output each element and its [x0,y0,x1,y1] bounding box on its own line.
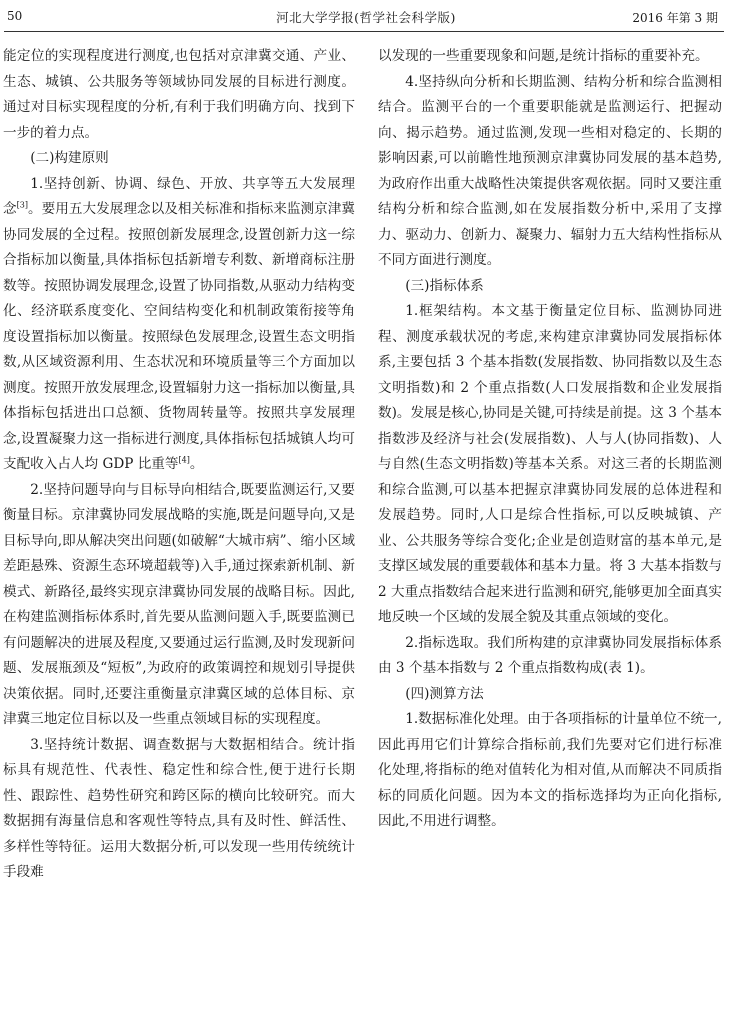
paragraph-indicator-selection: 2.指标选取。我们所构建的京津冀协同发展指标体系由 3 个基本指数与 2 个重点指数构成(表 1)。 [378,634,722,676]
left-column [3,44,355,886]
section-heading-principles: (二)构建原则 [30,150,109,166]
paragraph-framework: 1.框架结构。本文基于衡量定位目标、监测协同进程、测度承载状况的考虑,来构建京津冀协同发展指标体系,主要包括 3 个基本指数(发展指数、协同指数以及生态文明指数)和 2 个重点指数(人口发展指数和企业发展指数)。发展是核心,协同是关键,可持续是前提。这 3 个基本指数涉及经济与社会(发展指数)、人与人(协同指数)、人与自然(生态文明指数)等基本关系。对这三者的长期监测和综合监测,可以基本把握京津冀协同发展的总体进程和发展趋势。同时,人口是综合性指标,可以反映城镇、产业、公共服务等综合变化;企业是创造财富的基本单元,是支撑区域发展的重要载体和基本力量。将 3 大基本指数与 2 大重点指数结合起来进行监测和研究,能够更加全面真实地反映一个区域的发展全貌及其重点领域的变化。 [378,303,722,625]
paragraph-standardization: 1.数据标准化处理。由于各项指标的计量单位不统一,因此再用它们计算综合指标前,我们先要对它们进行标准化处理,将指标的绝对值转化为相对值,从而解决不同质指标的同质化问题。因为本文的指标选择均为正向化指标,因此,不用进行调整。 [378,711,722,829]
paragraph-continued: 以发现的一些重要现象和问题,是统计指标的重要补充。 [378,48,709,64]
section-heading-method: (四)测算方法 [405,685,484,702]
running-header [0,0,732,30]
section-heading-index-system: (三)指标体系 [405,277,484,294]
citation-ref[interactable]: [4] [178,455,190,465]
citation-ref[interactable]: [3] [16,200,28,210]
header-rule [4,31,724,32]
issue-label: 2016 年第 3 期 [632,11,718,25]
paragraph-continued: 能定位的实现程度进行测度,也包括对京津冀交通、产业、生态、城镇、公共服务等领域协同发展的目标进行测度。通过对目标实现程度的分析,有利于我们明确方向、找到下一步的着力点。 [3,48,355,141]
right-column [378,44,722,835]
paragraph-principle-3: 3.坚持统计数据、调查数据与大数据相结合。统计指标具有规范性、代表性、稳定性和综合性,便于进行长期性、跟踪性、趋势性研究和跨区际的横向比较研究。而大数据拥有海量信息和客观性等特点,具有及时性、鲜活性、多样性等特征。运用大数据分析,可以发现一些用传统统计手段难 [3,736,355,880]
paragraph-principle-2: 2.坚持问题导向与目标导向相结合,既要监测运行,又要衡量目标。京津冀协同发展战略的实施,既是问题导向,又是目标导向,即从解决突出问题(如破解“大城市病”、缩小区域差距悬殊、资源生态环境超载等)入手,通过探索新机制、新模式、新路径,最终实现京津冀协同发展的战略目标。因此,在构建监测指标体系时,首先要从监测问题入手,既要监测已有问题解决的进展及程度,又要通过运行监测,及时发现新问题、发展瓶颈及“短板”,为政府的政策调控和规划引导提供决策依据。同时,还要注重衡量京津冀区域的总体目标、京津冀三地定位目标以及一些重点领域目标的实现程度。 [3,481,355,727]
paragraph-principle-1: 1.坚持创新、协调、绿色、开放、共享等五大发展理念[3]。要用五大发展理念以及相关标准和指标来监测京津冀协同发展的全过程。按照创新发展理念,设置创新力这一综合指标加以衡量,具体指标包括新增专利数、新增商标注册数等。按照协调发展理念,设置了协同指数,从驱动力结构变化、经济联系度变化、空间结构变化和机制政策衔接等角度设置指标加以衡量。按照绿色发展理念,设置生态文明指数,从区域资源利用、生态状况和环境质量等三个方面加以测度。按照开放发展理念,设置辐射力这一指标加以衡量,具体指标包括进出口总额、货物周转量等。按照共享发展理念,设置凝聚力这一指标进行测度,具体指标包括城镇人均可支配收入占人均 GDP 比重等[4]。 [3,175,356,472]
journal-title: 河北大学学报(哲学社会科学版) [276,10,456,25]
paragraph-principle-4: 4.坚持纵向分析和长期监测、结构分析和综合监测相结合。监测平台的一个重要职能就是监测运行、把握动向、揭示趋势。通过监测,发现一些相对稳定的、长期的影响因素,可以前瞻性地预测京津冀协同发展的基本趋势,为政府作出重大战略性决策提供客观依据。同时又要注重结构分析和综合监测,如在发展指数分析中,采用了支撑力、驱动力、创新力、凝聚力、辐射力五大结构性指标从不同方面进行测度。 [378,73,722,268]
page-number: 50 [7,9,23,23]
